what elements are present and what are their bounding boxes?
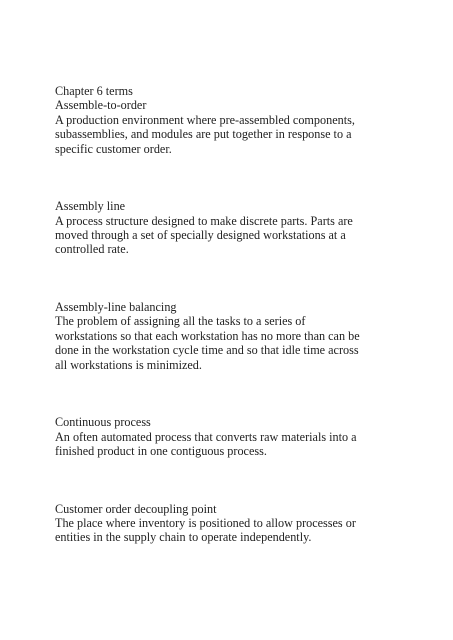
definition-line: done in the workstation cycle time and so that idle time across — [55, 343, 359, 358]
definition-line: subassemblies, and modules are put together in response to a — [55, 127, 352, 142]
definition-line: workstations so that each workstation has no more than can be — [55, 328, 360, 343]
spacer — [55, 372, 395, 415]
definition-line: finished product in one contiguous process. — [55, 444, 267, 459]
definition-line: A process structure designed to make discrete parts. Parts are — [55, 213, 353, 228]
term-entry-assembly-line — [55, 199, 395, 257]
term-entry-assemble-to-order — [55, 98, 395, 156]
term-entry-customer-order-decoupling-point — [55, 502, 395, 545]
document-body — [55, 84, 395, 545]
definition-line: moved through a set of specially designed workstations at a — [55, 228, 346, 243]
definition-line: The place where inventory is positioned to allow processes or — [55, 516, 356, 531]
term-title: Customer order decoupling point — [55, 501, 217, 516]
spacer — [55, 156, 395, 199]
definition-line: A production environment where pre-assembled components, — [55, 112, 355, 127]
definition-line: specific customer order. — [55, 141, 172, 156]
definition-line: all workstations is minimized. — [55, 357, 202, 372]
definition-line: The problem of assigning all the tasks to a series of — [55, 314, 306, 329]
definition-line: entities in the supply chain to operate independently. — [55, 530, 312, 545]
term-title: Assemble-to-order — [55, 98, 147, 113]
term-title: Assembly-line balancing — [55, 300, 177, 315]
chapter-heading: Chapter 6 terms — [55, 84, 133, 98]
definition-line: An often automated process that converts raw materials into a — [55, 429, 357, 444]
spacer — [55, 458, 395, 501]
term-title: Assembly line — [55, 199, 126, 214]
term-entry-assembly-line-balancing — [55, 300, 395, 372]
term-entry-continuous-process — [55, 415, 395, 458]
definition-line: controlled rate. — [55, 242, 129, 257]
spacer — [55, 257, 395, 300]
term-title: Continuous process — [55, 415, 151, 430]
